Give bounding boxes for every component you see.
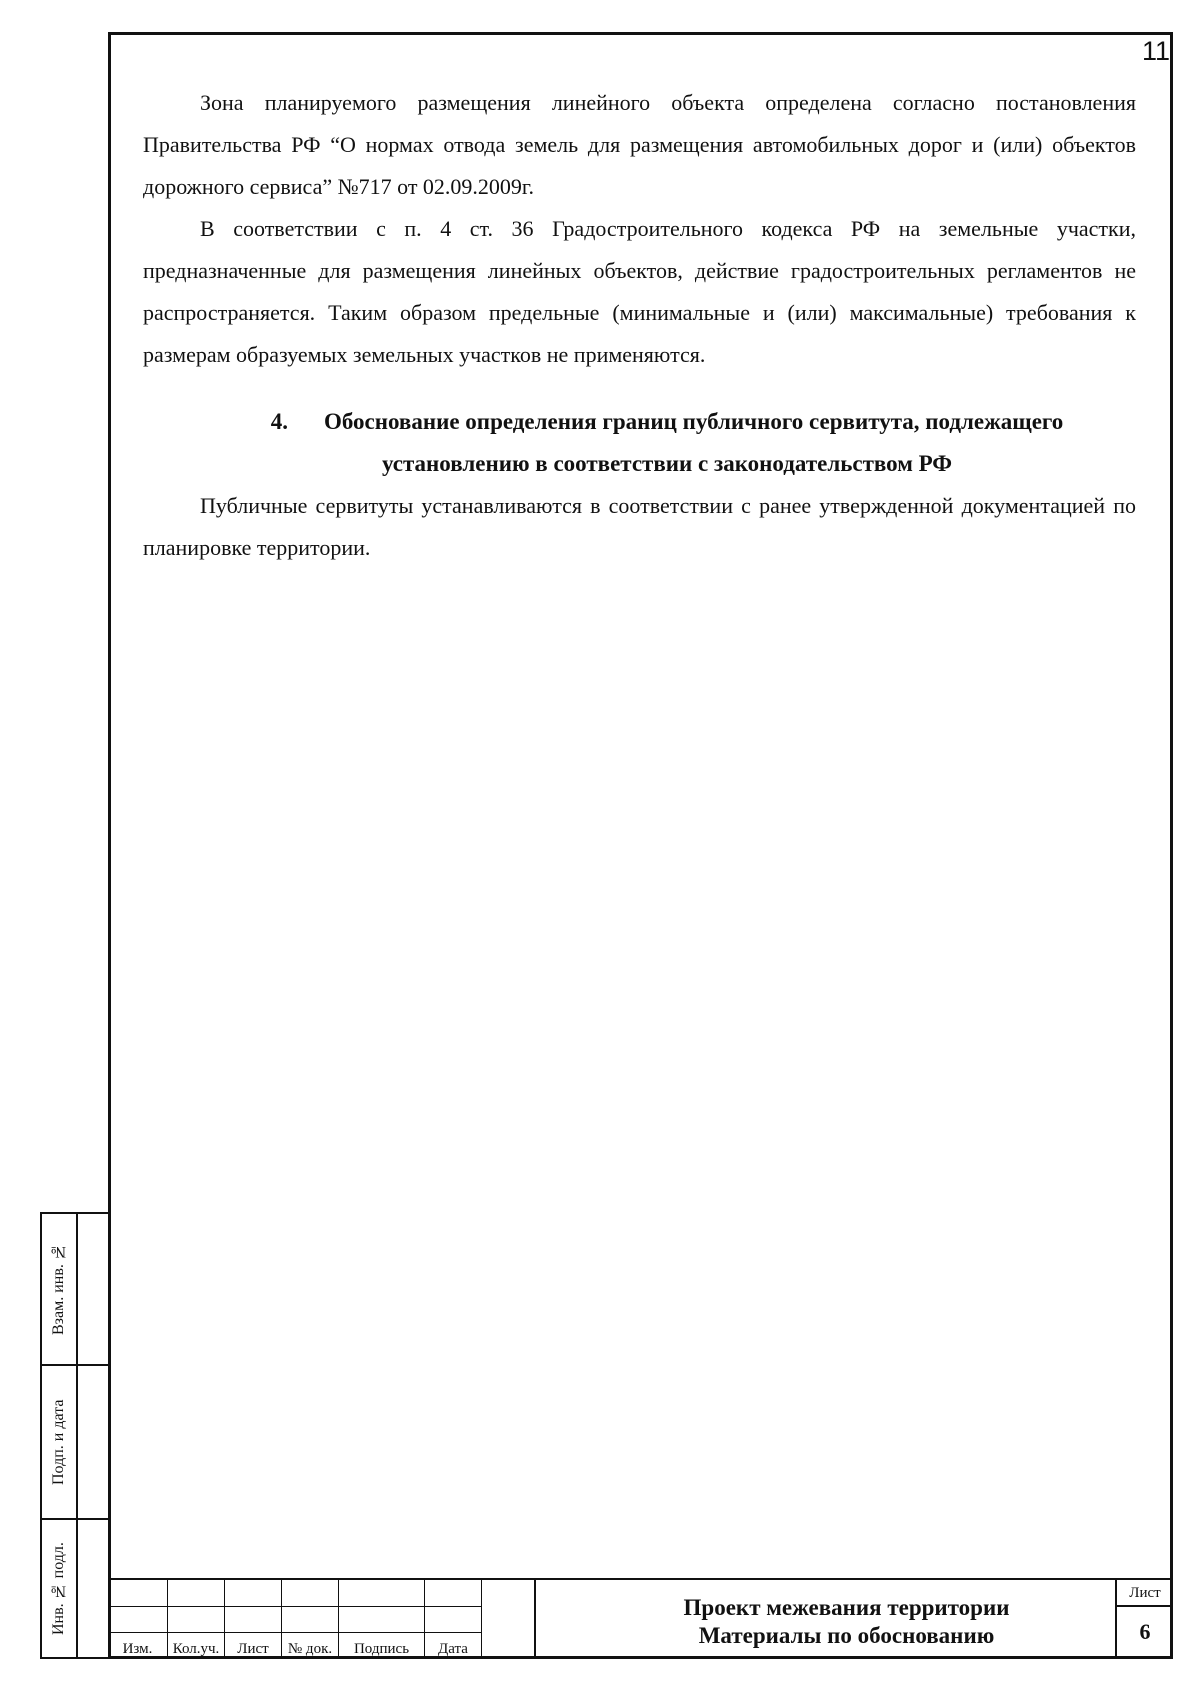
sheet-label: Лист xyxy=(1117,1580,1173,1607)
col-doc-number: № док. xyxy=(282,1633,339,1659)
side-label-vzam: Взам. инв. № xyxy=(50,1243,67,1335)
side-block-vzam xyxy=(40,1212,108,1366)
document-body xyxy=(143,82,1136,569)
revision-table xyxy=(108,1580,482,1659)
title-block xyxy=(108,1578,1173,1659)
paragraph: Зона планируемого размещения линейного объекта определена согласно постановления Правительства РФ “О нормах отвода земель для размещения автомобильных дорог и (или) объектов дорожного сервиса” №717 от 02.09.2009г. xyxy=(143,90,1136,199)
col-kol-uch: Кол.уч. xyxy=(168,1633,225,1659)
col-signature: Подпись xyxy=(339,1633,425,1659)
stamp-title-line2: Материалы по обоснованию xyxy=(698,1623,995,1648)
paragraph: В соответствии с п. 4 ст. 36 Градостроительного кодекса РФ на земельные участки, предназначенные для размещения линейных объектов, действие градостроительных регламентов не распространяется. Таким образом предельные (минимальные и (или) максимальные) требования к размерам образуемых земельных участков не применяются. xyxy=(143,216,1136,367)
col-list: Лист xyxy=(225,1633,282,1659)
section-title: Обоснование определения границ публичного сервитута, подлежащего установлению в соответствии с законодательством РФ xyxy=(323,409,1064,476)
page-number: 11 xyxy=(1141,36,1170,66)
col-izm: Изм. xyxy=(108,1633,168,1659)
section-number: 4. xyxy=(270,409,288,434)
stamp-title xyxy=(534,1594,1159,1650)
section-paragraph: Публичные сервитуты устанавливаются в соответствии с ранее утвержденной документацией по планировке территории. xyxy=(143,493,1136,560)
stamp-title-line1: Проект межевания территории xyxy=(683,1595,1010,1620)
side-label-podp: Подп. и дата xyxy=(50,1399,67,1485)
side-label-inv: Инв. № подл. xyxy=(50,1542,67,1635)
sheet-number: 6 xyxy=(1139,1619,1151,1644)
side-block-podp xyxy=(40,1366,108,1520)
sheet-box xyxy=(1115,1580,1173,1659)
col-date: Дата xyxy=(425,1633,482,1659)
section-heading xyxy=(143,401,1136,485)
side-block-inv xyxy=(40,1520,108,1659)
